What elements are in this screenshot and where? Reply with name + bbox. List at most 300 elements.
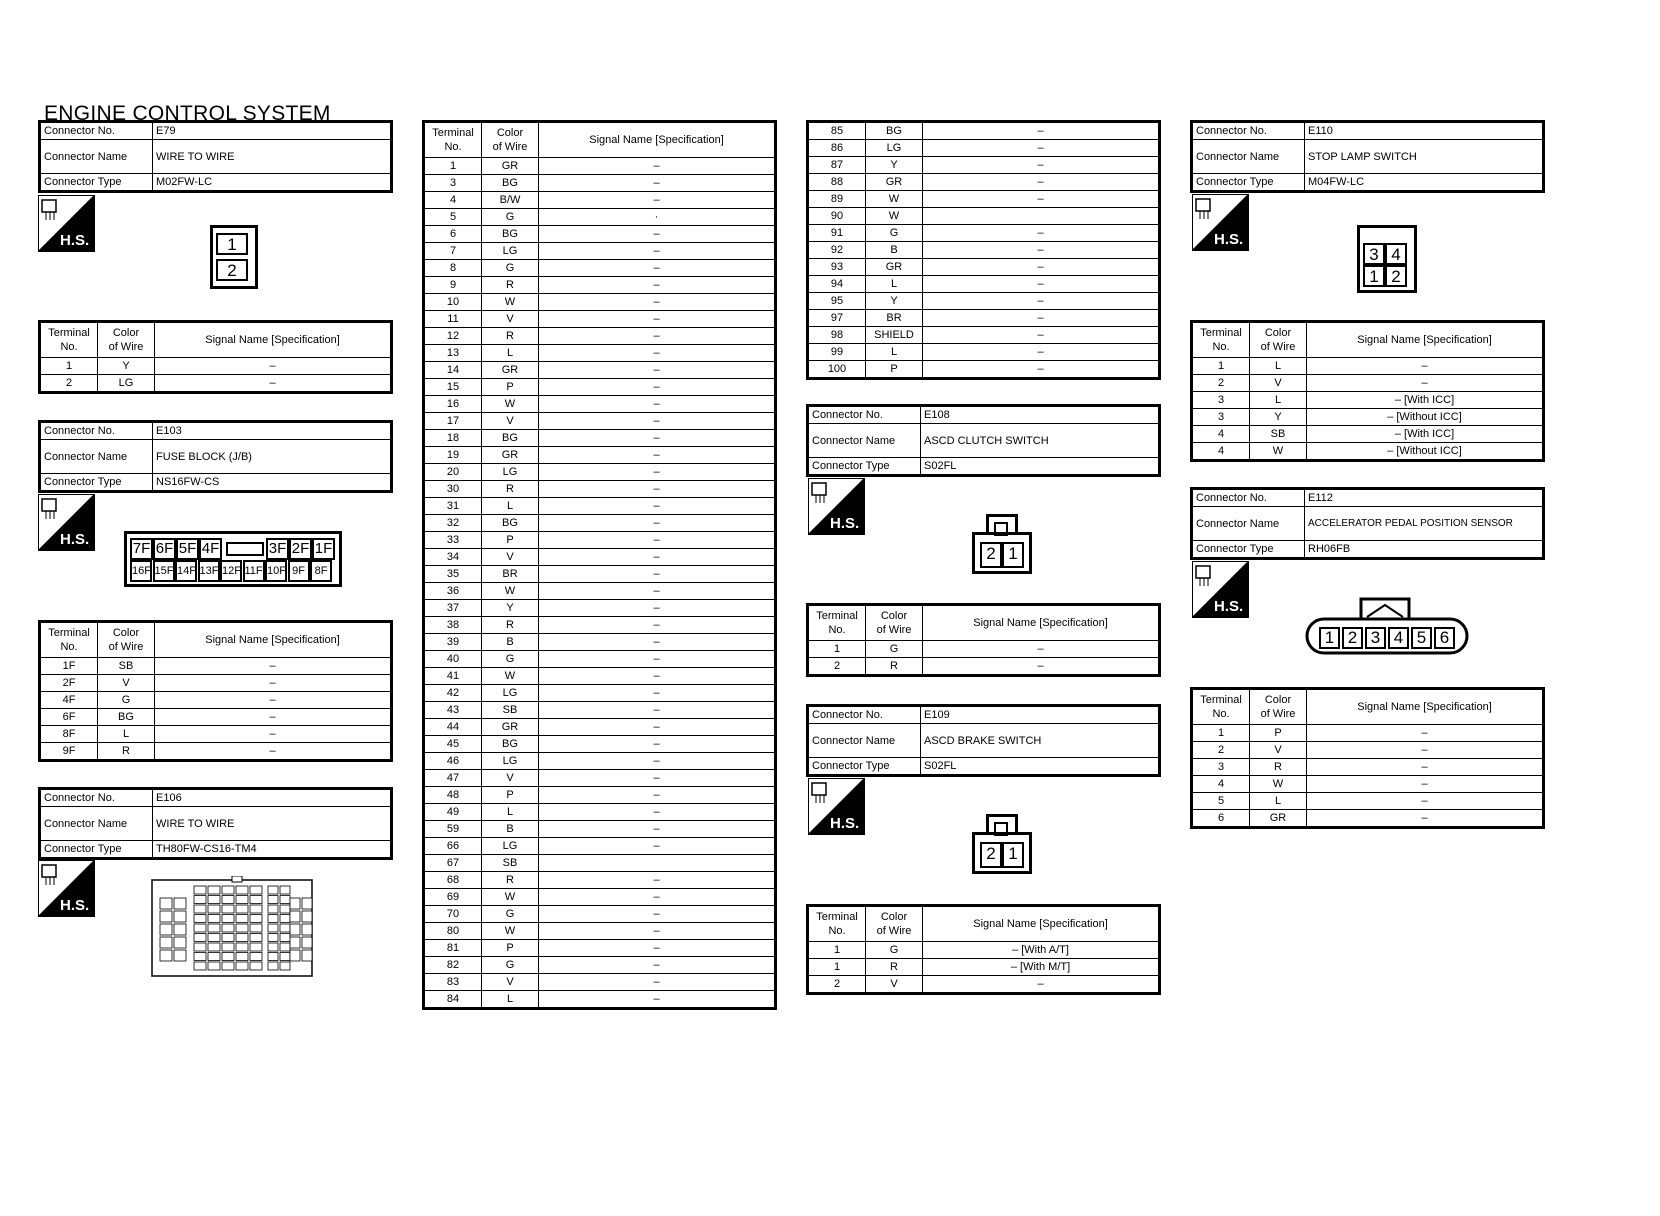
pin-cell bbox=[268, 943, 278, 951]
terminal-no: 88 bbox=[808, 174, 866, 191]
terminal-no: 47 bbox=[424, 770, 482, 787]
pin-cell bbox=[174, 911, 186, 922]
terminal-no: 4 bbox=[1192, 443, 1250, 461]
wire-color: L bbox=[482, 991, 539, 1009]
pin-cell bbox=[222, 953, 234, 961]
terminal-no: 66 bbox=[424, 838, 482, 855]
terminal-no: 5 bbox=[424, 209, 482, 226]
e108-terminal-table: Terminal No. Color of Wire Signal Name [Specification] 1 G – 2 R – bbox=[806, 603, 1161, 677]
pin-label: 2F bbox=[289, 538, 312, 560]
signal-name: – bbox=[539, 379, 776, 396]
table-row bbox=[424, 311, 776, 328]
table-row bbox=[40, 692, 392, 709]
wire-color: LG bbox=[482, 464, 539, 481]
wire-color: W bbox=[866, 191, 923, 208]
signal-name: – bbox=[539, 634, 776, 651]
terminal-no: 68 bbox=[424, 872, 482, 889]
signal-name: – [Without ICC] bbox=[1307, 443, 1544, 461]
terminal-no: 6 bbox=[1192, 810, 1250, 828]
table-row bbox=[424, 651, 776, 668]
signal-name: – bbox=[1307, 759, 1544, 776]
table-row bbox=[808, 140, 1160, 157]
wire-color: SB bbox=[482, 702, 539, 719]
table-row bbox=[424, 464, 776, 481]
signal-name: – bbox=[539, 583, 776, 600]
table-row bbox=[808, 191, 1160, 208]
pin-label: 2 bbox=[1342, 627, 1363, 649]
pin-cell bbox=[250, 934, 262, 942]
svg-text:H.S.: H.S. bbox=[60, 232, 90, 249]
wire-color: L bbox=[482, 345, 539, 362]
wire-color: L bbox=[1250, 358, 1307, 375]
svg-text:H.S.: H.S. bbox=[1214, 231, 1244, 248]
pin-cell bbox=[290, 898, 300, 909]
signal-name: – bbox=[539, 192, 776, 209]
terminal-no: 59 bbox=[424, 821, 482, 838]
pin-cell bbox=[236, 886, 248, 894]
table-row bbox=[424, 991, 776, 1009]
terminal-no: 81 bbox=[424, 940, 482, 957]
table-row bbox=[424, 413, 776, 430]
terminal-no: 8F bbox=[40, 726, 98, 743]
signal-name: – bbox=[923, 259, 1160, 276]
wire-color: BR bbox=[866, 310, 923, 327]
terminal-no: 67 bbox=[424, 855, 482, 872]
wire-color: GR bbox=[866, 174, 923, 191]
table-row bbox=[808, 276, 1160, 293]
signal-name: – bbox=[1307, 375, 1544, 392]
signal-name: – bbox=[1307, 793, 1544, 810]
e109-terminal-table: Terminal No. Color of Wire Signal Name [Specification] 1 G – [With A/T] 1 R – [With M/T] 2 V – bbox=[806, 904, 1161, 995]
terminal-no: 1 bbox=[40, 358, 98, 375]
pin-label: 10F bbox=[265, 560, 287, 582]
terminal-no: 2 bbox=[808, 976, 866, 994]
pin-cell bbox=[160, 924, 172, 935]
terminal-no: 92 bbox=[808, 242, 866, 259]
signal-name: – bbox=[539, 532, 776, 549]
pin-cell bbox=[268, 962, 278, 970]
table-row bbox=[424, 226, 776, 243]
terminal-no: 33 bbox=[424, 532, 482, 549]
table-row bbox=[424, 243, 776, 260]
wire-color: G bbox=[482, 260, 539, 277]
pin-cell bbox=[268, 953, 278, 961]
terminal-no: 1 bbox=[1192, 725, 1250, 742]
pin-cell bbox=[250, 886, 262, 894]
signal-name: – bbox=[539, 685, 776, 702]
table-row bbox=[424, 974, 776, 991]
pin-cell bbox=[236, 905, 248, 913]
signal-name: – bbox=[923, 157, 1160, 174]
terminal-no: 8 bbox=[424, 260, 482, 277]
e109-type: S02FL bbox=[921, 758, 1160, 776]
pin-label: 7F bbox=[130, 538, 153, 560]
pin-label: 8F bbox=[310, 560, 332, 582]
pin-cell bbox=[280, 953, 290, 961]
wire-color: V bbox=[482, 311, 539, 328]
wire-color: L bbox=[866, 344, 923, 361]
signal-name: – [Without ICC] bbox=[1307, 409, 1544, 426]
wire-color: BG bbox=[482, 175, 539, 192]
table-row bbox=[424, 175, 776, 192]
e110-name: STOP LAMP SWITCH bbox=[1305, 140, 1544, 174]
pin-cell bbox=[194, 905, 206, 913]
label: Connector Name bbox=[40, 140, 153, 174]
wire-color: G bbox=[482, 651, 539, 668]
terminal-no: 3 bbox=[1192, 409, 1250, 426]
signal-name: – bbox=[539, 753, 776, 770]
pin-cell bbox=[208, 953, 220, 961]
wire-color: SB bbox=[1250, 426, 1307, 443]
table-row bbox=[808, 641, 1160, 658]
signal-name: – bbox=[923, 361, 1160, 379]
pin-cell bbox=[268, 924, 278, 932]
table-row bbox=[424, 719, 776, 736]
signal-name: – bbox=[539, 413, 776, 430]
table-row bbox=[1192, 375, 1544, 392]
pin-label: 4 bbox=[1388, 627, 1409, 649]
signal-name: – bbox=[539, 158, 776, 175]
wire-color: V bbox=[1250, 742, 1307, 759]
signal-name: – bbox=[923, 658, 1160, 676]
table-row bbox=[424, 600, 776, 617]
table-row bbox=[40, 358, 392, 375]
e108-no: E108 bbox=[921, 406, 1160, 424]
signal-name: – bbox=[923, 122, 1160, 140]
terminal-no: 94 bbox=[808, 276, 866, 293]
wire-color: R bbox=[98, 743, 155, 761]
wire-color: L bbox=[866, 276, 923, 293]
pin-cell bbox=[268, 915, 278, 923]
e106-name: WIRE TO WIRE bbox=[153, 807, 392, 841]
table-row bbox=[1192, 810, 1544, 828]
wire-color: W bbox=[1250, 776, 1307, 793]
wire-color: Y bbox=[482, 600, 539, 617]
signal-name: – [With M/T] bbox=[923, 959, 1160, 976]
table-row bbox=[808, 259, 1160, 276]
page-title: ENGINE CONTROL SYSTEM bbox=[44, 102, 331, 125]
table-row bbox=[424, 430, 776, 447]
table-row bbox=[424, 294, 776, 311]
terminal-no: 15 bbox=[424, 379, 482, 396]
pin-label: 5F bbox=[176, 538, 199, 560]
signal-name: – bbox=[539, 889, 776, 906]
pin-cell bbox=[280, 915, 290, 923]
table-row bbox=[808, 942, 1160, 959]
terminal-no: 40 bbox=[424, 651, 482, 668]
table-row bbox=[424, 192, 776, 209]
signal-name: – bbox=[1307, 725, 1544, 742]
terminal-no: 42 bbox=[424, 685, 482, 702]
table-row bbox=[1192, 776, 1544, 793]
terminal-no: 10 bbox=[424, 294, 482, 311]
pin-cell bbox=[280, 896, 290, 904]
pin-label: 12F bbox=[220, 560, 242, 582]
table-row bbox=[808, 293, 1160, 310]
table-row bbox=[424, 940, 776, 957]
pin-label: 5 bbox=[1411, 627, 1432, 649]
signal-name: – bbox=[539, 430, 776, 447]
terminal-no: 4 bbox=[424, 192, 482, 209]
terminal-no: 20 bbox=[424, 464, 482, 481]
table-row bbox=[808, 208, 1160, 225]
signal-name: – bbox=[923, 976, 1160, 994]
signal-name: – bbox=[539, 668, 776, 685]
pin-cell bbox=[250, 924, 262, 932]
wire-color: BG bbox=[98, 709, 155, 726]
e112-info-table: Connector No. E112 Connector Name ACCELERATOR PEDAL POSITION SENSOR Connector Type RH06FB bbox=[1190, 487, 1545, 560]
pin-cell bbox=[250, 943, 262, 951]
wire-color: R bbox=[482, 328, 539, 345]
signal-name: – bbox=[923, 310, 1160, 327]
signal-name: – bbox=[539, 719, 776, 736]
signal-name: – bbox=[539, 736, 776, 753]
e110-no: E110 bbox=[1305, 122, 1544, 140]
e106-terminal-table-2 bbox=[806, 120, 1161, 380]
wire-color: L bbox=[482, 804, 539, 821]
terminal-no: 1 bbox=[1192, 358, 1250, 375]
e110-connector-diagram: 3 4 1 2 bbox=[1357, 225, 1419, 295]
wire-color: R bbox=[482, 617, 539, 634]
wire-color: W bbox=[482, 583, 539, 600]
e109-info-table: Connector No. E109 Connector Name ASCD BRAKE SWITCH Connector Type S02FL bbox=[806, 704, 1161, 777]
e79-type: M02FW-LC bbox=[153, 174, 392, 192]
pin-cell bbox=[250, 896, 262, 904]
signal-name: – bbox=[539, 940, 776, 957]
wire-color: BG bbox=[866, 122, 923, 140]
terminal-no: 5 bbox=[1192, 793, 1250, 810]
signal-name: – bbox=[923, 327, 1160, 344]
e106-no: E106 bbox=[153, 789, 392, 807]
table-row bbox=[424, 770, 776, 787]
table-row bbox=[808, 310, 1160, 327]
terminal-no: 19 bbox=[424, 447, 482, 464]
table-row bbox=[808, 959, 1160, 976]
pin-cell bbox=[208, 962, 220, 970]
pin-cell bbox=[302, 937, 312, 948]
table-row bbox=[424, 362, 776, 379]
signal-name: – [With A/T] bbox=[923, 942, 1160, 959]
signal-name bbox=[923, 208, 1160, 225]
terminal-no: 3 bbox=[424, 175, 482, 192]
pin-cell bbox=[194, 934, 206, 942]
e79-info-table bbox=[38, 120, 393, 193]
pin-cell bbox=[222, 962, 234, 970]
table-row bbox=[424, 753, 776, 770]
wire-color: GR bbox=[1250, 810, 1307, 828]
signal-name: – bbox=[539, 651, 776, 668]
terminal-no: 95 bbox=[808, 293, 866, 310]
e109-no: E109 bbox=[921, 706, 1160, 724]
wire-color: B bbox=[866, 242, 923, 259]
terminal-no: 12 bbox=[424, 328, 482, 345]
table-row bbox=[40, 675, 392, 692]
pin-label: 15F bbox=[153, 560, 175, 582]
pin-cell bbox=[160, 937, 172, 948]
wire-color: W bbox=[866, 208, 923, 225]
terminal-no: 37 bbox=[424, 600, 482, 617]
pin-cell bbox=[160, 898, 172, 909]
pin-cell bbox=[268, 905, 278, 913]
pin-cell bbox=[302, 911, 312, 922]
table-row bbox=[424, 447, 776, 464]
pin-cell bbox=[222, 943, 234, 951]
table-row bbox=[424, 481, 776, 498]
table-row bbox=[1192, 426, 1544, 443]
e112-name: ACCELERATOR PEDAL POSITION SENSOR bbox=[1305, 507, 1544, 541]
wire-color: W bbox=[482, 396, 539, 413]
table-row bbox=[1192, 759, 1544, 776]
signal-name: – bbox=[539, 821, 776, 838]
signal-name: – bbox=[539, 770, 776, 787]
terminal-no: 1 bbox=[424, 158, 482, 175]
signal-name: – bbox=[539, 481, 776, 498]
signal-name: – bbox=[155, 726, 392, 743]
pin-cell bbox=[280, 962, 290, 970]
pin-cell bbox=[290, 937, 300, 948]
pin-label: 3F bbox=[266, 538, 289, 560]
pin-cell bbox=[174, 924, 186, 935]
wire-color: P bbox=[866, 361, 923, 379]
terminal-no: 86 bbox=[808, 140, 866, 157]
wire-color: SB bbox=[98, 658, 155, 675]
pin-cell bbox=[174, 937, 186, 948]
table-row bbox=[424, 821, 776, 838]
signal-name: – bbox=[155, 358, 392, 375]
terminal-no: 2F bbox=[40, 675, 98, 692]
signal-name: – bbox=[539, 787, 776, 804]
pin-cell bbox=[222, 915, 234, 923]
table-row bbox=[424, 209, 776, 226]
pin-cell bbox=[194, 886, 206, 894]
terminal-no: 83 bbox=[424, 974, 482, 991]
e112-terminal-table: Terminal No. Color of Wire Signal Name [Specification] 1 P – 2 V – 3 R – 4 W – 5 L – 6 GR – bbox=[1190, 687, 1545, 829]
wire-color: R bbox=[482, 481, 539, 498]
wire-color: G bbox=[866, 942, 923, 959]
pin-label: 6 bbox=[1434, 627, 1455, 649]
terminal-no: 2 bbox=[1192, 742, 1250, 759]
svg-text:H.S.: H.S. bbox=[830, 515, 860, 532]
e106-terminal-table-1: Terminal No. Color of Wire Signal Name [Specification] 1 GR – 3 BG – 4 B/W – 5 G · 6 BG – 7 LG – 8 G – 9 R – 10 W – 11 V – 12 R – 13 L – 14 GR – 15 P – 16 W – 17 V – 18 BG – 19 GR – 20 LG – 30 R – 31 L – 32 BG – 33 P – 34 V – 35 BR – 36 W – 37 Y – 38 R – 39 B – 40 G – 41 W – 42 LG – 43 SB – 44 GR – 45 BG – 46 LG – 47 V – 48 P – 49 L – 59 B – 66 LG – 67 SB 68 R – 69 W – 70 G – 80 W – 81 P – 82 G – 83 V – 84 L – bbox=[422, 120, 777, 1010]
wire-color: W bbox=[482, 923, 539, 940]
wire-color: V bbox=[98, 675, 155, 692]
pin-cell bbox=[302, 898, 312, 909]
pin-cell bbox=[208, 934, 220, 942]
table-row bbox=[40, 375, 392, 393]
table-row bbox=[808, 242, 1160, 259]
signal-name: – bbox=[539, 872, 776, 889]
wire-color: B/W bbox=[482, 192, 539, 209]
signal-name: – bbox=[539, 328, 776, 345]
pin-cell bbox=[250, 905, 262, 913]
e103-info-table: Connector No. E103 Connector Name FUSE BLOCK (J/B) Connector Type NS16FW-CS bbox=[38, 420, 393, 493]
signal-name: – bbox=[923, 242, 1160, 259]
table-row bbox=[424, 328, 776, 345]
pin-cell bbox=[280, 886, 290, 894]
wire-color: LG bbox=[482, 838, 539, 855]
wire-color: G bbox=[482, 957, 539, 974]
e108-info-table: Connector No. E108 Connector Name ASCD CLUTCH SWITCH Connector Type S02FL bbox=[806, 404, 1161, 477]
table-row bbox=[808, 361, 1160, 379]
pin-cell bbox=[236, 962, 248, 970]
wire-color: W bbox=[482, 889, 539, 906]
wire-color: V bbox=[482, 413, 539, 430]
e112-no: E112 bbox=[1305, 489, 1544, 507]
table-row bbox=[424, 736, 776, 753]
wire-color: BG bbox=[482, 226, 539, 243]
wire-color: BG bbox=[482, 430, 539, 447]
table-row bbox=[424, 804, 776, 821]
table-row bbox=[424, 634, 776, 651]
wire-color: GR bbox=[482, 719, 539, 736]
pin-cell bbox=[236, 953, 248, 961]
terminal-no: 48 bbox=[424, 787, 482, 804]
terminal-no: 87 bbox=[808, 157, 866, 174]
table-row bbox=[808, 225, 1160, 242]
wire-color: R bbox=[482, 277, 539, 294]
wire-color: SHIELD bbox=[866, 327, 923, 344]
pin-label: 1F bbox=[312, 538, 335, 560]
terminal-no: 98 bbox=[808, 327, 866, 344]
terminal-no: 100 bbox=[808, 361, 866, 379]
signal-name: – bbox=[539, 464, 776, 481]
signal-name: – bbox=[539, 498, 776, 515]
signal-name: – bbox=[923, 293, 1160, 310]
e106-info-table: Connector No. E106 Connector Name WIRE TO WIRE Connector Type TH80FW-CS16-TM4 bbox=[38, 787, 393, 860]
terminal-no: 3 bbox=[1192, 759, 1250, 776]
signal-name: – bbox=[155, 692, 392, 709]
terminal-no: 1 bbox=[808, 942, 866, 959]
pin-cell bbox=[208, 896, 220, 904]
terminal-no: 2 bbox=[808, 658, 866, 676]
wire-color: Y bbox=[866, 293, 923, 310]
pin-cell bbox=[302, 924, 312, 935]
table-row bbox=[1192, 793, 1544, 810]
terminal-no: 7 bbox=[424, 243, 482, 260]
wire-color: W bbox=[1250, 443, 1307, 461]
terminal-no: 18 bbox=[424, 430, 482, 447]
pin-label: 11F bbox=[243, 560, 265, 582]
signal-name: – bbox=[923, 140, 1160, 157]
e108-connector-diagram: 2 1 bbox=[972, 514, 1034, 574]
signal-name: – bbox=[539, 702, 776, 719]
signal-name: – bbox=[155, 375, 392, 393]
pin-cell bbox=[280, 934, 290, 942]
e103-terminal-table: Terminal No. Color of Wire Signal Name [Specification] 1F SB – 2F V – 4F G – 6F BG – 8F L – 9F R – bbox=[38, 620, 393, 762]
e79-terminal-table: Terminal No. Color of Wire Signal Name [Specification] 1 Y – 2 LG – bbox=[38, 320, 393, 394]
wire-color: LG bbox=[866, 140, 923, 157]
e106-connector-diagram bbox=[150, 876, 316, 980]
terminal-no: 35 bbox=[424, 566, 482, 583]
pin-cell bbox=[250, 915, 262, 923]
terminal-no: 46 bbox=[424, 753, 482, 770]
signal-name: – bbox=[539, 906, 776, 923]
signal-name: – bbox=[539, 362, 776, 379]
wire-color: L bbox=[1250, 793, 1307, 810]
terminal-no: 99 bbox=[808, 344, 866, 361]
wire-color: W bbox=[482, 294, 539, 311]
table-row bbox=[424, 957, 776, 974]
table-row bbox=[424, 617, 776, 634]
signal-name: – bbox=[923, 174, 1160, 191]
terminal-no: 70 bbox=[424, 906, 482, 923]
pin-cell bbox=[250, 962, 262, 970]
table-row bbox=[424, 668, 776, 685]
wire-color: SB bbox=[482, 855, 539, 872]
terminal-no: 2 bbox=[40, 375, 98, 393]
wire-color: P bbox=[482, 787, 539, 804]
pin-cell bbox=[194, 962, 206, 970]
